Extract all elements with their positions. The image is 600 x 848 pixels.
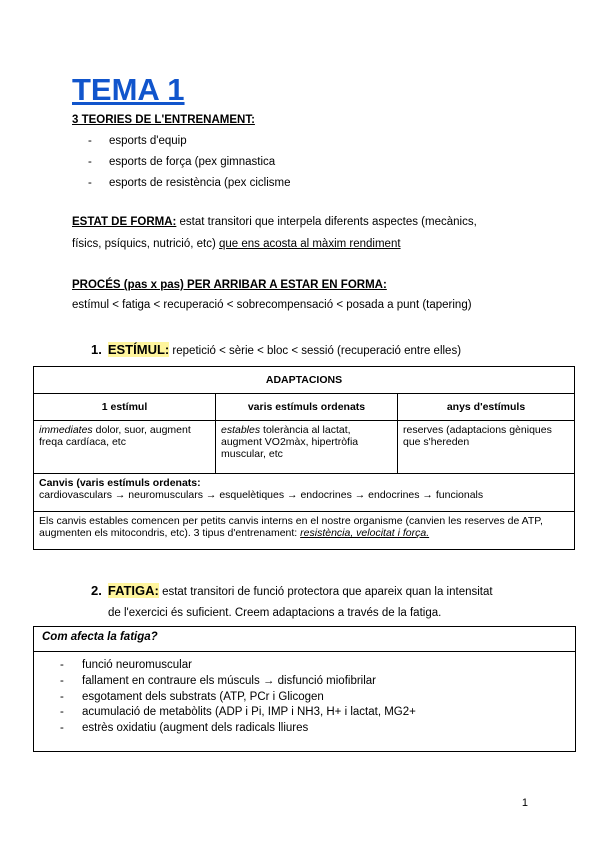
theories-heading: 3 TEORIES DE L'ENTRENAMENT: xyxy=(72,114,255,126)
list-item: - acumulació de metabòlits (ADP i Pi, IMP i NH3, H+ i lactat, MG2+ xyxy=(60,706,416,719)
adaptacions-table xyxy=(33,366,575,550)
proces-text: estímul < fatiga < recuperació < sobrecompensació < posada a punt (tapering) xyxy=(72,299,472,311)
fatiga-box xyxy=(33,626,576,752)
proces-heading: PROCÉS (pas x pas) PER ARRIBAR A ESTAR EN FORMA: xyxy=(72,279,387,291)
table-cell: estables tolerància al lactat, augment VO2màx, hipertròfia muscular, etc xyxy=(216,421,398,474)
column-header: 1 estímul xyxy=(34,394,216,421)
column-header: anys d'estímuls xyxy=(398,394,575,421)
fatiga-box-heading: Com afecta la fatiga? xyxy=(34,627,575,652)
list-item: - estrès oxidatiu (augment dels radicals lliures xyxy=(60,722,309,735)
list-item: - esports de força (pex gimnastica xyxy=(88,156,276,168)
list-item: - fallament en contraure els músculs → disfunció miofibrilar xyxy=(60,674,377,687)
note-cell: Els canvis estables comencen per petits canvis interns en el nostre organisme (canvien les reserves de ATP, augmenten els mitocondris, etc). 3 tipus d'entrenament: resistència, velocitat i força. xyxy=(34,512,575,550)
canvis-cell: Canvis (varis estímuls ordenats: cardiovasculars → neuromusculars → esquelètiques → endocrines → endocrines → funcionals xyxy=(34,474,575,512)
page-number: 1 xyxy=(521,797,528,809)
table-title: ADAPTACIONS xyxy=(34,367,575,394)
table-cell: immediates dolor, suor, augment freqa cardíaca, etc xyxy=(34,421,216,474)
fatiga-list xyxy=(34,658,575,737)
list-item: - esports d'equip xyxy=(88,135,187,147)
section-fatiga-heading: 2. FATIGA: estat transitori de funció protectora que apareix quan la intensitat xyxy=(91,583,493,598)
fatiga-line-2: de l'exercici és suficient. Creem adaptacions a través de la fatiga. xyxy=(108,607,442,619)
column-header: varis estímuls ordenats xyxy=(216,394,398,421)
list-item: - esports de resistència (pex ciclisme xyxy=(88,177,291,189)
list-item: - funció neuromuscular xyxy=(60,659,192,671)
page-title: TEMA 1 xyxy=(72,72,185,107)
estat-line-2: físics, psíquics, nutrició, etc) que ens acosta al màxim rendiment xyxy=(72,238,401,250)
list-item: - esgotament dels substrats (ATP, PCr i Glicogen xyxy=(60,690,324,703)
estat-line-1: ESTAT DE FORMA: estat transitori que interpela diferents aspectes (mecànics, xyxy=(72,216,477,228)
section-estimul-heading: 1. ESTÍMUL: repetició < sèrie < bloc < sessió (recuperació entre elles) xyxy=(91,342,462,357)
table-cell: reserves (adaptacions gèniques que s'hereden xyxy=(398,421,575,474)
